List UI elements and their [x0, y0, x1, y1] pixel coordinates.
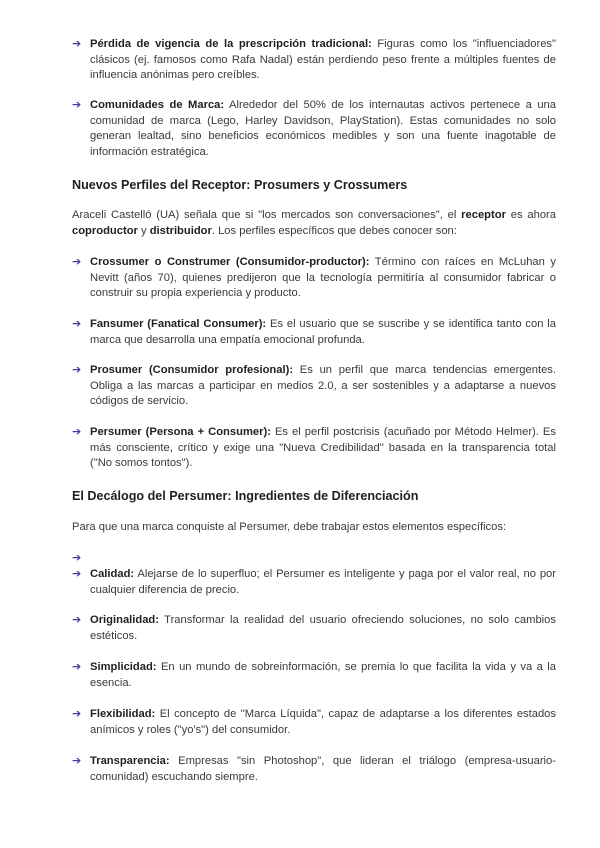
arrow-bullet-icon: ➔ [72, 568, 82, 580]
arrow-bullet-icon: ➔ [72, 708, 82, 720]
arrow-bullet-icon: ➔ [72, 318, 82, 330]
item-term: Flexibilidad: [90, 708, 156, 720]
arrow-bullet-icon: ➔ [72, 614, 82, 626]
arrow-bullet-icon: ➔ [72, 661, 82, 673]
item-text: Empresas "sin Photoshop", que lideran el triálogo (empresa-usuario-comunidad) escuchando siempre. [90, 755, 556, 783]
arrow-bullet-icon: ➔ [72, 364, 82, 376]
list-item [72, 37, 556, 84]
list-item [72, 613, 556, 644]
section-intro: Para que una marca conquiste al Persumer, debe trabajar estos elementos específicos: [72, 521, 507, 533]
list-item [72, 660, 556, 691]
item-term: Persumer (Persona + Consumer): [90, 426, 271, 438]
item-text: El concepto de "Marca Líquida", capaz de adaptarse a los diferentes estados anímicos y roles ("yo's") del consumidor. [90, 708, 556, 736]
arrow-bullet-icon: ➔ [72, 256, 82, 268]
list-item [72, 317, 557, 348]
item-term: Prosumer (Consumidor profesional): [90, 364, 294, 376]
arrow-bullet-icon: ➔ [72, 38, 82, 50]
section-heading: Nuevos Perfiles del Receptor: Prosumers y Crossumers [72, 178, 408, 192]
item-text: Alejarse de lo superfluo; el Persumer es inteligente y paga por el valor real, no por cualquier diferencia de precio. [90, 568, 556, 596]
item-text: Transformar la realidad del usuario ofreciendo soluciones, no solo cambios estéticos. [90, 614, 556, 642]
arrow-bullet-icon: ➔ [72, 552, 82, 564]
list-item [72, 425, 556, 472]
section-intro: Araceli Castelló (UA) señala que si "los mercados son conversaciones", el receptor es ahora coproductor y distribuidor. Los perfiles específicos que debes conocer son: [72, 209, 556, 237]
item-term: Transparencia: [90, 755, 170, 767]
item-text: Es el usuario que se suscribe y se identifica tanto con la marca que desarrolla una empatía emocional profunda. [90, 318, 557, 346]
item-term: Crossumer o Construmer (Consumidor-productor): [90, 256, 370, 268]
list-item [72, 363, 556, 410]
item-text: Alrededor del 50% de los internautas activos pertenece a una comunidad de marca (Lego, Harley Davidson, PlayStation). Estas comunidades no solo generan lealtad, sino beneficios económicos medibles y son una fuente inagotable de información estratégica. [90, 99, 557, 158]
item-term: Simplicidad: [90, 661, 157, 673]
item-text: En un mundo de sobreinformación, se premia lo que facilita la vida y va a la esencia. [90, 661, 556, 689]
list-item [72, 754, 556, 785]
section-heading: El Decálogo del Persumer: Ingredientes de Diferenciación [72, 489, 419, 503]
item-text: Figuras como los "influenciadores" clásicos (ej. famosos como Rafa Nadal) están perdiendo peso frente a múltiples fuentes de influencia anónimas pero creíbles. [90, 38, 556, 82]
item-term: Fansumer (Fanatical Consumer): [90, 318, 267, 330]
item-term: Originalidad: [90, 614, 159, 626]
list-item [72, 567, 556, 598]
arrow-bullet-icon: ➔ [72, 755, 82, 767]
arrow-bullet-icon: ➔ [72, 426, 82, 438]
item-term: Calidad: [90, 568, 135, 580]
item-text: Término con raíces en McLuhan y Nevitt (años 70), quienes predijeron que la tecnología permitiría al consumidor fabricar o construir su propia experiencia y producto. [90, 256, 556, 300]
item-term: Comunidades de Marca: [90, 99, 225, 111]
item-text: Es el perfil postcrisis (acuñado por Método Helmer). Es más consciente, crítico y exige una "Nueva Credibilidad" basada en la transparencia total ("No somos tontos"). [90, 426, 556, 470]
item-text: Es un perfil que marca tendencias emergentes. Obliga a las marcas a participar en medios 2.0, a ser sostenibles y a adaptarse a nuevos códigos de servicio. [90, 364, 556, 408]
item-term: Pérdida de vigencia de la prescripción tradicional: [90, 38, 372, 50]
arrow-bullet-icon: ➔ [72, 99, 82, 111]
list-item-empty [72, 551, 556, 567]
list-item [72, 707, 556, 738]
list-item [72, 98, 557, 160]
list-item [72, 255, 556, 302]
